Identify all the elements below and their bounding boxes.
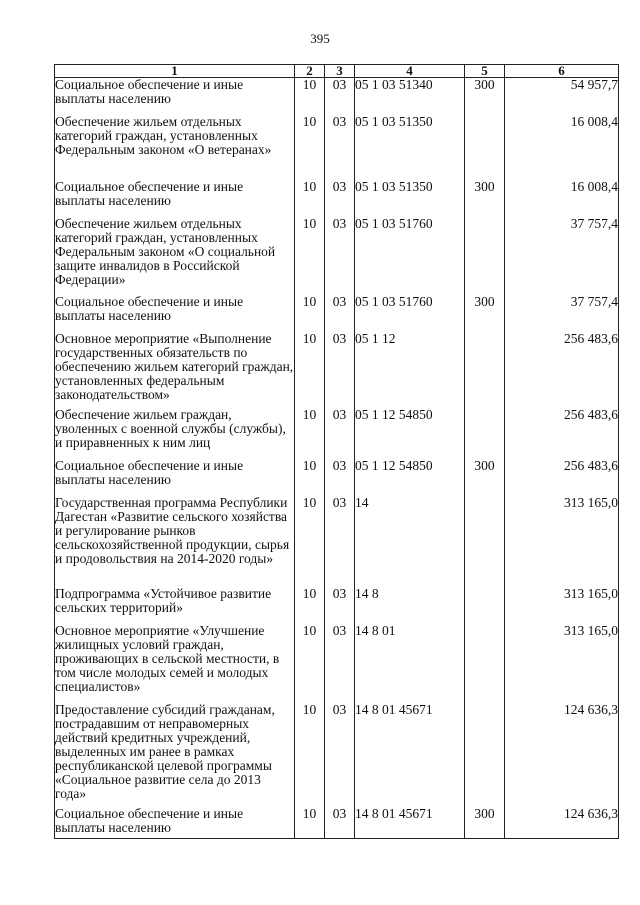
row-subsection: 03 [325, 180, 355, 217]
table-row [55, 332, 619, 408]
row-target-code: 14 [355, 496, 465, 587]
row-subsection: 03 [325, 408, 355, 459]
row-name: Обеспечение жильем граждан, уволенных с военной службы (службы), и приравненных к ним лиц [55, 408, 295, 459]
row-expense-type [465, 587, 505, 624]
table-row [55, 587, 619, 624]
row-target-code: 05 1 03 51340 [355, 78, 465, 115]
row-section: 10 [295, 295, 325, 332]
row-target-code: 05 1 03 51350 [355, 180, 465, 217]
table-row [55, 115, 619, 180]
row-expense-type [465, 332, 505, 408]
row-target-code: 05 1 12 [355, 332, 465, 408]
row-name: Социальное обеспечение и иные выплаты населению [55, 459, 295, 496]
row-amount: 124 636,3 [505, 807, 619, 839]
row-expense-type: 300 [465, 78, 505, 115]
row-subsection: 03 [325, 115, 355, 180]
row-name: Основное мероприятие «Выполнение государственных обязательств по обеспечению жильем категорий граждан, установленных федеральным законодательством» [55, 332, 295, 408]
row-section: 10 [295, 115, 325, 180]
row-amount: 54 957,7 [505, 78, 619, 115]
budget-table [54, 64, 619, 839]
row-section: 10 [295, 217, 325, 295]
row-expense-type [465, 217, 505, 295]
row-name: Основное мероприятие «Улучшение жилищных условий граждан, проживающих в сельской местности, в том числе молодых семей и молодых специалистов» [55, 624, 295, 703]
row-subsection: 03 [325, 459, 355, 496]
row-expense-type [465, 624, 505, 703]
row-target-code: 05 1 03 51760 [355, 295, 465, 332]
header-cell: 3 [325, 65, 355, 78]
row-name: Социальное обеспечение и иные выплаты населению [55, 78, 295, 115]
row-amount: 124 636,3 [505, 703, 619, 807]
row-section: 10 [295, 807, 325, 839]
table-row [55, 703, 619, 807]
row-name: Государственная программа Республики Дагестан «Развитие сельского хозяйства и регулирование рынков сельскохозяйственной продукции, сырья и продовольствия на 2014-2020 годы» [55, 496, 295, 587]
row-subsection: 03 [325, 496, 355, 587]
row-section: 10 [295, 624, 325, 703]
row-section: 10 [295, 180, 325, 217]
row-amount: 256 483,6 [505, 408, 619, 459]
row-target-code: 05 1 03 51760 [355, 217, 465, 295]
row-section: 10 [295, 496, 325, 587]
table-row [55, 459, 619, 496]
row-amount: 37 757,4 [505, 217, 619, 295]
row-amount: 313 165,0 [505, 624, 619, 703]
header-cell: 4 [355, 65, 465, 78]
table-header-row [55, 65, 619, 78]
table-row [55, 217, 619, 295]
row-expense-type [465, 496, 505, 587]
row-subsection: 03 [325, 217, 355, 295]
row-amount: 256 483,6 [505, 459, 619, 496]
row-name: Социальное обеспечение и иные выплаты населению [55, 807, 295, 839]
row-target-code: 14 8 01 45671 [355, 807, 465, 839]
row-subsection: 03 [325, 703, 355, 807]
row-expense-type: 300 [465, 459, 505, 496]
row-name: Социальное обеспечение и иные выплаты населению [55, 295, 295, 332]
header-cell: 2 [295, 65, 325, 78]
row-target-code: 14 8 01 [355, 624, 465, 703]
row-section: 10 [295, 459, 325, 496]
page-number: 395 [310, 31, 330, 46]
table-row [55, 78, 619, 115]
table-row [55, 624, 619, 703]
row-expense-type [465, 408, 505, 459]
row-amount: 16 008,4 [505, 115, 619, 180]
row-subsection: 03 [325, 295, 355, 332]
row-name: Предоставление субсидий гражданам, пострадавшим от неправомерных действий кредитных учреждений, выделенных им ранее в рамках республиканской целевой программы «Социальное развитие села до 2013 года» [55, 703, 295, 807]
row-name: Социальное обеспечение и иные выплаты населению [55, 180, 295, 217]
row-subsection: 03 [325, 78, 355, 115]
row-expense-type: 300 [465, 807, 505, 839]
header-cell: 1 [55, 65, 295, 78]
row-section: 10 [295, 703, 325, 807]
row-subsection: 03 [325, 624, 355, 703]
row-target-code: 14 8 [355, 587, 465, 624]
row-name: Обеспечение жильем отдельных категорий граждан, установленных Федеральным законом «О социальной защите инвалидов в Российской Федерации» [55, 217, 295, 295]
table-row [55, 295, 619, 332]
row-subsection: 03 [325, 332, 355, 408]
row-expense-type: 300 [465, 295, 505, 332]
header-cell: 6 [505, 65, 619, 78]
table-row [55, 496, 619, 587]
row-amount: 256 483,6 [505, 332, 619, 408]
row-target-code: 14 8 01 45671 [355, 703, 465, 807]
row-amount: 313 165,0 [505, 587, 619, 624]
row-name: Обеспечение жильем отдельных категорий граждан, установленных Федеральным законом «О ветеранах» [55, 115, 295, 180]
row-subsection: 03 [325, 587, 355, 624]
row-expense-type: 300 [465, 180, 505, 217]
row-amount: 313 165,0 [505, 496, 619, 587]
row-target-code: 05 1 12 54850 [355, 408, 465, 459]
row-expense-type [465, 703, 505, 807]
row-section: 10 [295, 332, 325, 408]
header-cell: 5 [465, 65, 505, 78]
table-row [55, 408, 619, 459]
row-amount: 16 008,4 [505, 180, 619, 217]
row-section: 10 [295, 408, 325, 459]
row-target-code: 05 1 03 51350 [355, 115, 465, 180]
row-name: Подпрограмма «Устойчивое развитие сельских территорий» [55, 587, 295, 624]
row-subsection: 03 [325, 807, 355, 839]
row-section: 10 [295, 587, 325, 624]
row-section: 10 [295, 78, 325, 115]
row-amount: 37 757,4 [505, 295, 619, 332]
row-target-code: 05 1 12 54850 [355, 459, 465, 496]
table-row [55, 807, 619, 839]
table-row [55, 180, 619, 217]
row-expense-type [465, 115, 505, 180]
